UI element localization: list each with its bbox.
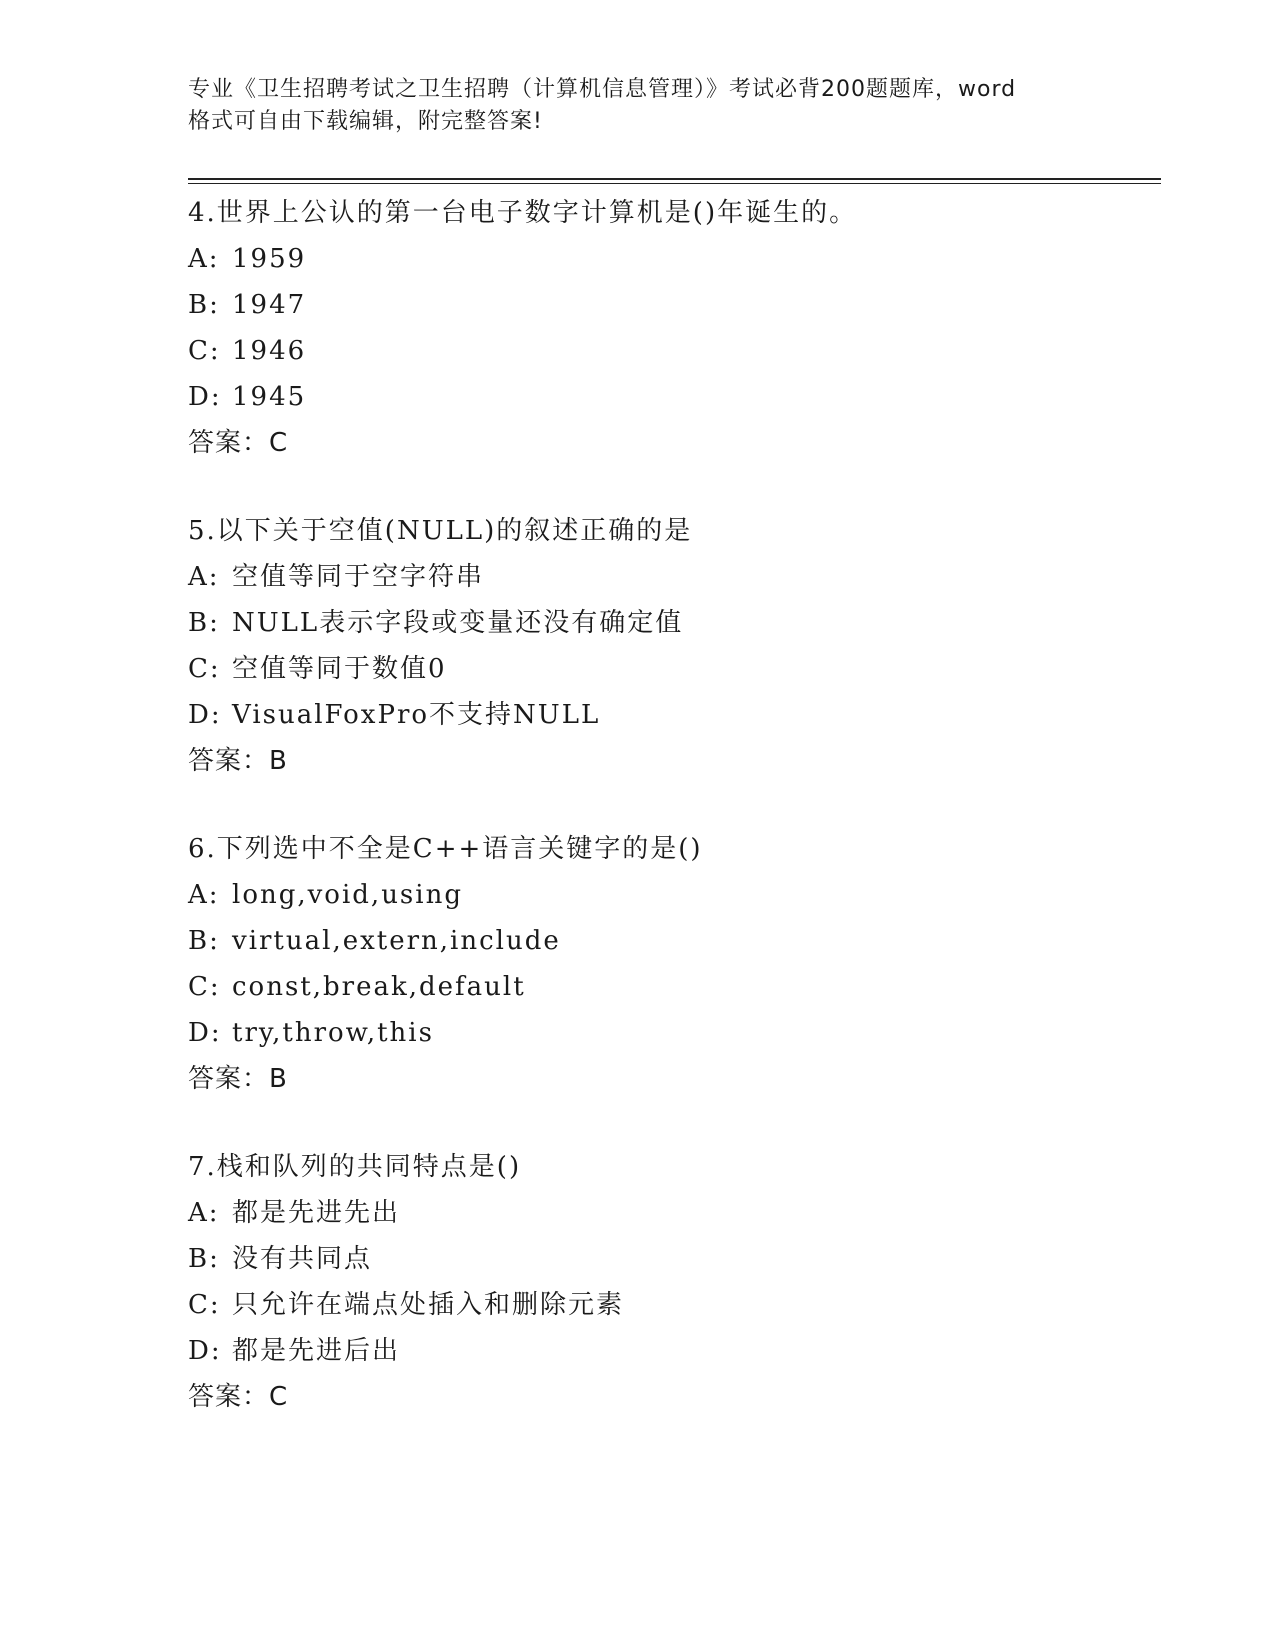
option-letter: B: <box>188 1244 220 1274</box>
question-6 <box>188 826 1161 1102</box>
option-letter: B: <box>188 290 220 320</box>
question-7 <box>188 1144 1161 1420</box>
option-d <box>188 692 1161 738</box>
question-4 <box>188 190 1161 466</box>
question-list <box>188 190 1161 1462</box>
answer-line: 答案：B <box>188 1064 288 1094</box>
answer-line: 答案：C <box>188 428 289 458</box>
option-text: 空值等同于数值0 <box>232 654 447 684</box>
option-text: NULL表示字段或变量还没有确定值 <box>232 608 684 638</box>
option-letter: D: <box>188 1018 222 1048</box>
option-letter: C: <box>188 1290 221 1320</box>
option-text: long,void,using <box>232 880 463 910</box>
option-letter: D: <box>188 382 222 412</box>
option-c <box>188 964 1161 1010</box>
option-text: try,throw,this <box>232 1018 434 1048</box>
option-d <box>188 1328 1161 1374</box>
option-text: 1946 <box>232 336 307 366</box>
option-letter: B: <box>188 926 220 956</box>
option-c <box>188 328 1161 374</box>
header-divider <box>188 178 1161 184</box>
option-text: 没有共同点 <box>232 1244 373 1274</box>
question-stem: 7.栈和队列的共同特点是() <box>188 1152 522 1182</box>
option-d <box>188 1010 1161 1056</box>
option-letter: A: <box>188 562 220 592</box>
option-b <box>188 600 1161 646</box>
answer-line: 答案：C <box>188 1382 289 1412</box>
option-letter: A: <box>188 1198 220 1228</box>
option-text: 1959 <box>232 244 307 274</box>
option-text: VisualFoxPro不支持NULL <box>232 700 601 730</box>
question-stem: 5.以下关于空值(NULL)的叙述正确的是 <box>188 516 693 546</box>
option-letter: A: <box>188 244 220 274</box>
option-c <box>188 646 1161 692</box>
option-text: const,break,default <box>232 972 526 1002</box>
option-text: virtual,extern,include <box>232 926 561 956</box>
answer-line: 答案：B <box>188 746 288 776</box>
question-5 <box>188 508 1161 784</box>
option-d <box>188 374 1161 420</box>
option-c <box>188 1282 1161 1328</box>
document-header <box>188 74 1088 138</box>
option-letter: D: <box>188 700 222 730</box>
option-b <box>188 282 1161 328</box>
option-letter: C: <box>188 654 221 684</box>
option-a <box>188 236 1161 282</box>
option-text: 都是先进后出 <box>232 1336 401 1366</box>
header-line-1: 专业《卫生招聘考试之卫生招聘（计算机信息管理）》考试必背200题题库，word <box>188 77 1017 102</box>
question-stem: 6.下列选中不全是C++语言关键字的是() <box>188 834 703 864</box>
option-letter: B: <box>188 608 220 638</box>
option-text: 都是先进先出 <box>232 1198 401 1228</box>
option-b <box>188 1236 1161 1282</box>
header-line-2: 格式可自由下载编辑，附完整答案! <box>188 109 543 134</box>
option-a <box>188 554 1161 600</box>
option-a <box>188 872 1161 918</box>
option-a <box>188 1190 1161 1236</box>
option-letter: D: <box>188 1336 222 1366</box>
question-stem: 4.世界上公认的第一台电子数字计算机是()年诞生的。 <box>188 198 858 228</box>
option-text: 空值等同于空字符串 <box>232 562 485 592</box>
option-text: 只允许在端点处插入和删除元素 <box>232 1290 625 1320</box>
option-letter: C: <box>188 972 221 1002</box>
option-text: 1945 <box>232 382 307 412</box>
option-b <box>188 918 1161 964</box>
option-text: 1947 <box>232 290 307 320</box>
option-letter: A: <box>188 880 220 910</box>
option-letter: C: <box>188 336 221 366</box>
